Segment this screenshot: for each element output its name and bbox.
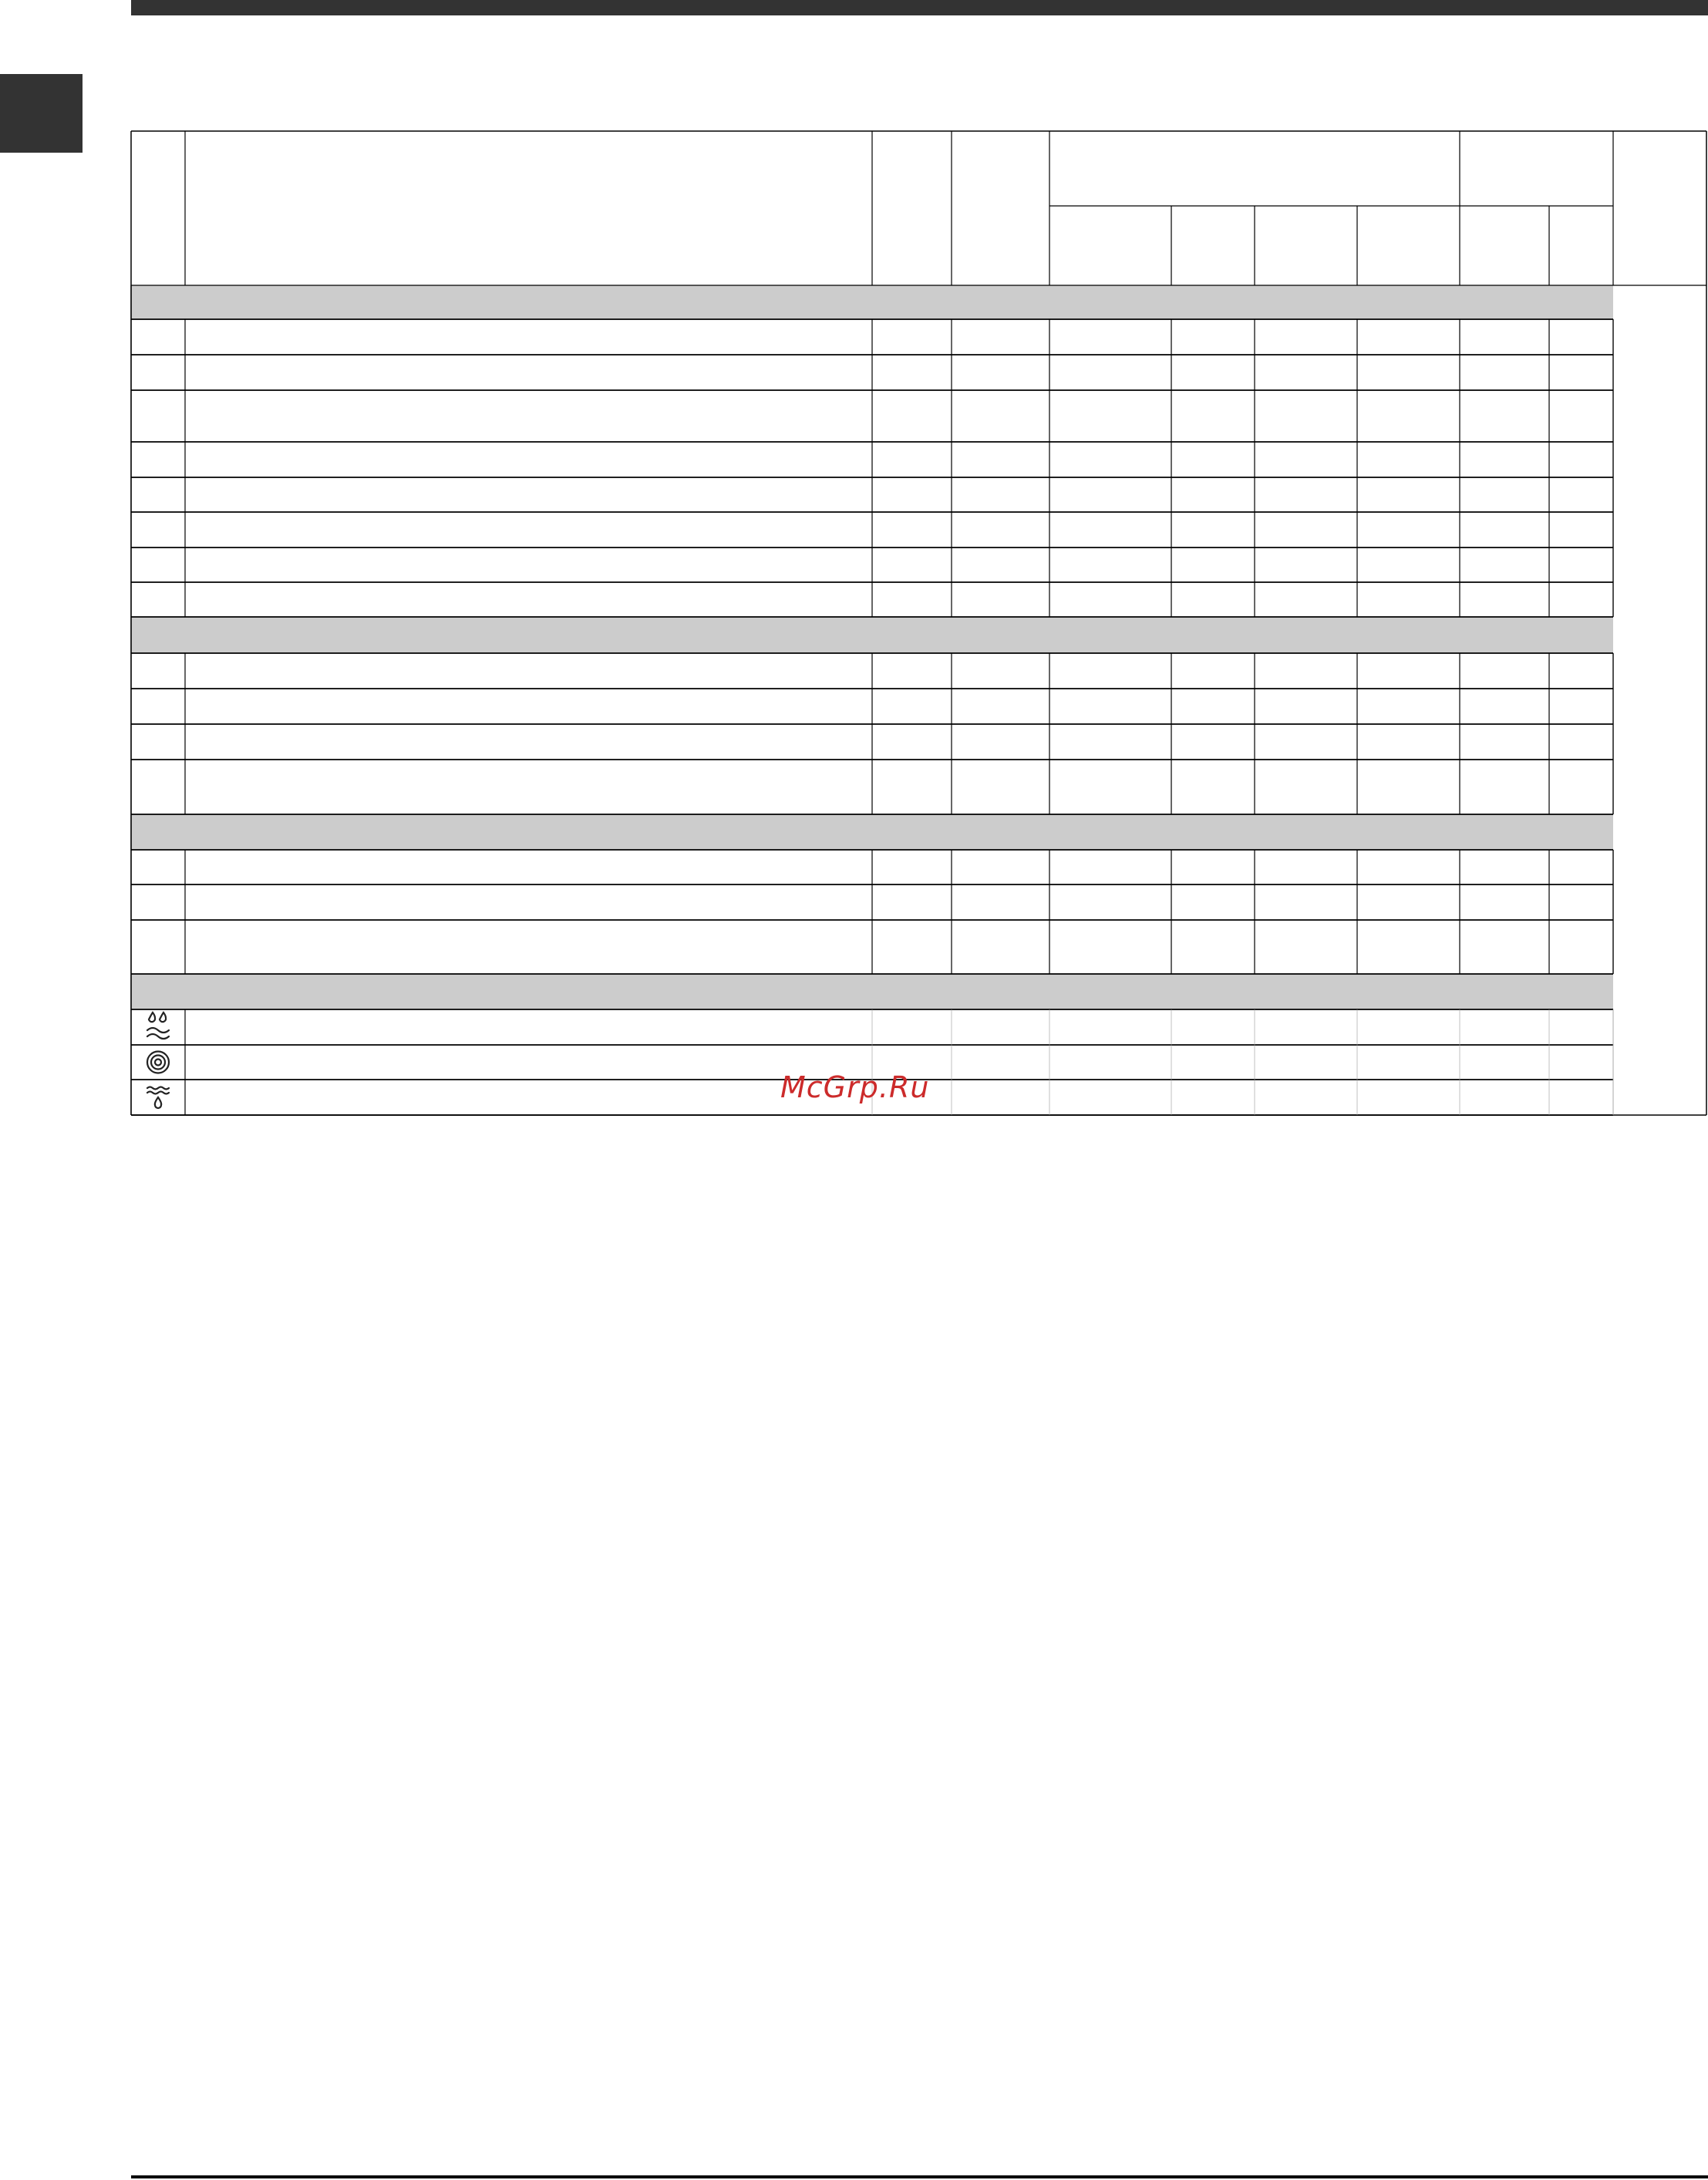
rinse-icon <box>147 1013 169 1039</box>
watermark: McGrp.Ru <box>780 1070 930 1104</box>
drain-drop <box>155 1097 161 1108</box>
spin-icon <box>147 1052 169 1073</box>
section-band-1 <box>131 285 1613 319</box>
rinse-wave-1 <box>147 1028 169 1033</box>
row-icons <box>147 1013 169 1108</box>
rinse-wave-2 <box>147 1034 169 1039</box>
footer-rule <box>131 2175 1708 2178</box>
drain-wave-1 <box>147 1087 169 1090</box>
drain-wave-2 <box>147 1092 169 1094</box>
section-band-3 <box>131 814 1613 850</box>
spin-ring-middle <box>151 1056 165 1070</box>
spin-ring-inner <box>155 1060 161 1066</box>
drain-icon <box>147 1087 169 1109</box>
rinse-drop-right <box>160 1013 166 1022</box>
rinse-drop-left <box>149 1013 155 1022</box>
section-band-4 <box>131 974 1613 1009</box>
section-band-2 <box>131 617 1613 653</box>
